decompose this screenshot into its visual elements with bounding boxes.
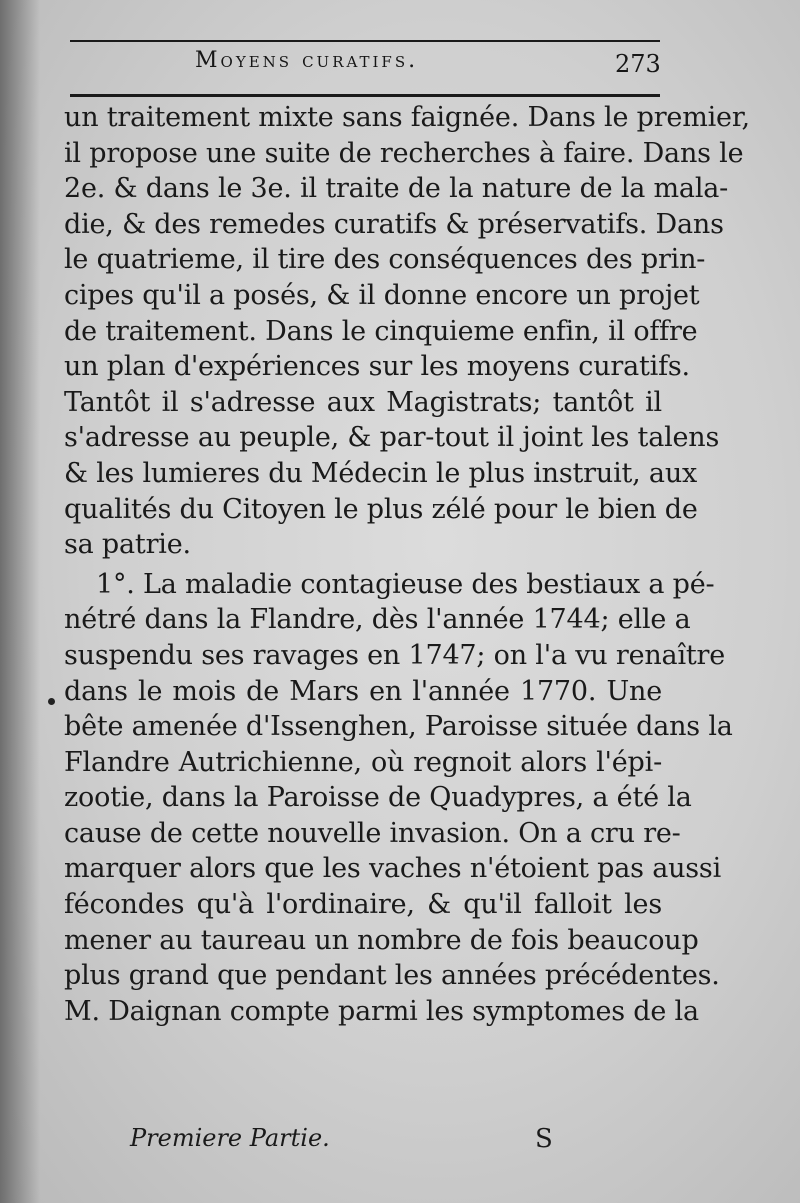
text-line: un plan d'expériences sur les moyens curatifs. — [64, 351, 690, 383]
text-line: fécondes qu'à l'ordinaire, & qu'il falloit les — [64, 889, 662, 921]
header-rule-bottom — [70, 94, 660, 97]
margin-mark — [48, 698, 55, 705]
page-footer — [130, 1124, 630, 1164]
text-line: bête amenée d'Issenghen, Paroisse située dans la — [64, 711, 733, 743]
text-line: Flandre Autrichienne, où regnoit alors l'épi- — [64, 746, 662, 778]
text-line: zootie, dans la Paroisse de Quadypres, a été la — [64, 782, 692, 814]
running-head: Moyens curatifs. — [195, 48, 419, 73]
signature-label: Premiere Partie. — [130, 1124, 330, 1152]
signature-mark: S — [535, 1124, 553, 1154]
text-line: s'adresse au peuple, & par-tout il joint les talens — [64, 422, 720, 454]
body-text — [64, 100, 750, 1029]
text-line: le quatrieme, il tire des conséquences des prin- — [64, 244, 706, 276]
text-line: cipes qu'il a posés, & il donne encore un projet — [64, 279, 700, 311]
paragraph-2 — [64, 567, 733, 1030]
text-line: dans le mois de Mars en l'année 1770. Une — [64, 675, 662, 707]
text-line: sa patrie. — [64, 529, 191, 561]
page-gutter-shadow — [0, 0, 40, 1203]
text-line: Tantôt il s'adresse aux Magistrats; tantôt il — [64, 386, 662, 418]
text-line: marquer alors que les vaches n'étoient pas aussi — [64, 853, 722, 885]
header-rule-top — [70, 40, 660, 42]
page-number: 273 — [615, 50, 661, 78]
text-line: 1°. La maladie contagieuse des bestiaux a pé- — [96, 568, 715, 600]
text-line: un traitement mixte sans faignée. Dans le premier, — [64, 102, 750, 133]
text-line: il propose une suite de recherches à faire. Dans le — [64, 137, 744, 169]
page-header — [70, 28, 670, 98]
text-line: qualités du Citoyen le plus zélé pour le bien de — [64, 493, 698, 525]
text-line: die, & des remedes curatifs & préservatifs. Dans — [64, 208, 724, 240]
text-line: cause de cette nouvelle invasion. On a cru re- — [64, 817, 681, 849]
text-line: 2e. & dans le 3e. il traite de la nature de la mala- — [64, 173, 729, 205]
text-line: nétré dans la Flandre, dès l'année 1744; elle a — [64, 604, 691, 636]
paragraph-1 — [64, 100, 750, 563]
text-line: M. Daignan compte parmi les symptomes de la — [64, 995, 699, 1027]
text-line: plus grand que pendant les années précédentes. — [64, 960, 720, 992]
text-line: & les lumieres du Médecin le plus instruit, aux — [64, 457, 698, 489]
text-line: mener au taureau un nombre de fois beaucoup — [64, 924, 699, 956]
text-line: suspendu ses ravages en 1747; on l'a vu renaître — [64, 639, 726, 671]
text-line: de traitement. Dans le cinquieme enfin, il offre — [64, 315, 698, 347]
